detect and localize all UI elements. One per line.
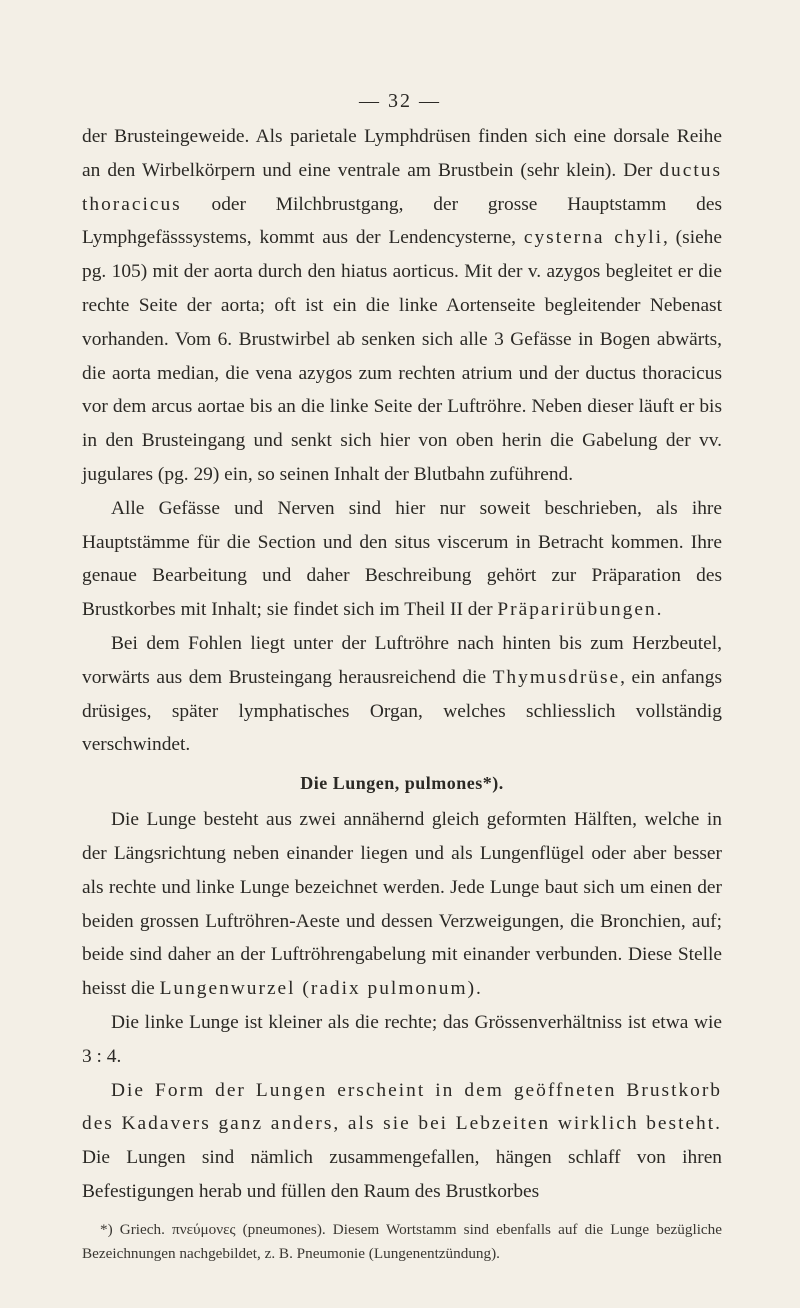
paragraph: [82, 803, 722, 1006]
text-run: Bei dem Fohlen liegt unter der Luftröhre nach hinten bis zum Herzbeutel, vorwärts aus dem Brusteingang herausreichend die: [82, 632, 722, 688]
emphasized-text: Lungenwurzel (radix pulmonum): [159, 978, 477, 1000]
page-number: — 32 —: [359, 90, 441, 112]
emphasized-text: Thymusdrüse: [492, 666, 621, 688]
emphasized-text: Die Form der Lungen erscheint in dem geöffneten Brustkorb des Kadavers ganz anders, als sie bei Lebzeiten wirklich besteht.: [82, 1079, 722, 1135]
body-text: [82, 120, 722, 1209]
text-run: Die Lungen sind nämlich zusammengefallen, hängen schlaff von ihren Befestigungen herab und füllen den Raum des Brustkorbes: [82, 1147, 722, 1202]
paragraph: [82, 120, 722, 492]
text-run: , (siehe pg. 105) mit der aorta durch den hiatus aorticus. Mit der v. azygos begleitet er die rechte Seite der aorta; oft ist ein die linke Aortenseite begleitender Nebenast vorhanden. Vom 6. Brustwirbel ab senken sich alle 3 Gefässe in Bogen abwärts, die aorta median, die vena azygos zum rechten atrium und der ductus thoracicus vor dem arcus aortae bis an die linke Seite der Luftröhre. Neben dieser läuft er bis in den Brusteingang und senkt sich hier von oben herin die Gabelung der vv. jugulares (pg. 29) ein, so seinen Inhalt der Blutbahn zuführend.: [82, 227, 722, 485]
text-run: der Brusteingeweide. Als parietale Lymphdrüsen finden sich eine dorsale Reihe an den Wirbelkörpern und eine ventrale am Brustbein (sehr klein). Der: [82, 126, 722, 181]
section-heading: Die Lungen, pulmones*).: [300, 773, 504, 794]
text-run: .: [656, 599, 662, 621]
paragraph: [82, 627, 722, 762]
paragraph: [82, 1074, 722, 1209]
emphasized-text: Präparirübungen: [497, 599, 657, 621]
emphasized-text: cysterna chyli: [523, 227, 664, 249]
paragraph: [82, 492, 722, 627]
paragraph: [82, 1006, 722, 1074]
footnote-text: *) Griech. πνεύμονες (pneumones). Diesem Wortstamm sind ebenfalls auf die Lunge bezügliche Bezeichnungen nachgebildet, z. B. Pneumonie (Lungenentzündung).: [82, 1221, 722, 1262]
text-run: Die Lunge besteht aus zwei annähernd gleich geformten Hälften, welche in der Längsrichtung neben einander liegen und als Lungenflügel oder aber besser als rechte und linke Lunge bezeichnet werden. Jede Lunge baut sich um einen der beiden grossen Luftröhren-Aeste und dessen Verzweigungen, die Bronchien, auf; beide sind daher an der Luftröhrengabelung mit einander verbunden. Diese Stelle heisst die: [82, 809, 722, 1000]
text-run: Alle Gefässe und Nerven sind hier nur soweit beschrieben, als ihre Hauptstämme für die Section und den situs viscerum in Betracht kommen. Ihre genaue Bearbeitung und daher Beschreibung gehört zur Präparation des Brustkorbes mit Inhalt; sie findet sich im Theil II der: [82, 497, 722, 621]
text-run: , ein anfangs drüsiges, später lymphatisches Organ, welches schliesslich vollständig verschwindet.: [82, 666, 722, 756]
text-run: Die linke Lunge ist kleiner als die rechte; das Grössenverhältniss ist etwa wie 3 : 4.: [82, 1011, 722, 1067]
footnote: [82, 1218, 722, 1266]
text-run: .: [476, 978, 481, 1000]
text-run: oder Milchbrustgang, der grosse Hauptstamm des Lymphgefässsystems, kommt aus der Lendencysterne,: [82, 193, 722, 249]
emphasized-text: ductus thoracicus: [82, 159, 722, 215]
